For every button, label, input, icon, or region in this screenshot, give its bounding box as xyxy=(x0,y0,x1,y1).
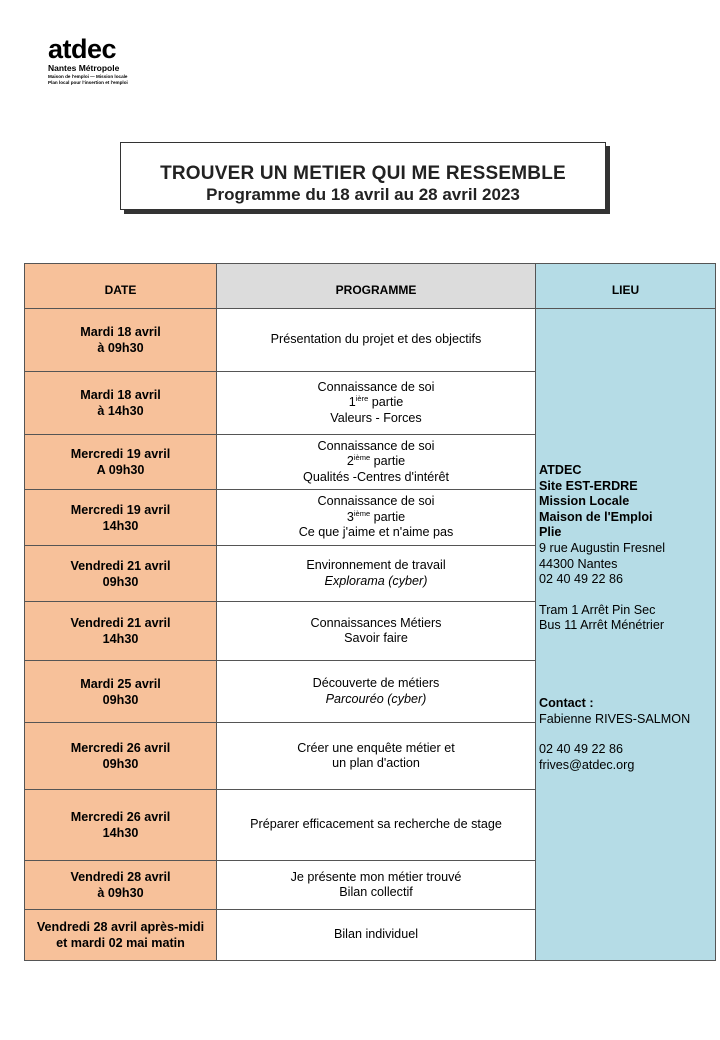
time-line: et mardi 02 mai matin xyxy=(56,936,185,950)
time-line: 09h30 xyxy=(102,757,139,771)
time-line: 14h30 xyxy=(102,826,139,840)
programme-line: Bilan collectif xyxy=(339,885,413,899)
lieu-phone: 02 40 49 22 86 xyxy=(539,572,624,587)
programme-line: $1^{ière}$ partie xyxy=(348,394,404,410)
row-date xyxy=(25,723,217,790)
row-date xyxy=(25,861,217,910)
programme-line: Qualités -Centres d'intérêt xyxy=(303,469,449,484)
programme-line: Savoir faire xyxy=(344,631,408,645)
row-programme xyxy=(217,723,536,790)
logo-tagline-1: Maison de l'emploi — Mission locale xyxy=(48,74,128,79)
time-line: 14h30 xyxy=(102,518,139,533)
row-programme xyxy=(217,910,536,961)
programme-line: Connaissances Métiers xyxy=(310,615,442,630)
header-row xyxy=(25,264,716,309)
programme-line: Connaissance de soi xyxy=(317,379,435,394)
row-programme xyxy=(217,546,536,602)
logo-subtitle: Nantes Métropole xyxy=(48,63,120,73)
lieu-bus: Bus 11 Arrêt Ménétrier xyxy=(539,618,665,633)
schedule-table xyxy=(24,263,716,961)
date-line: Mardi 18 avril xyxy=(80,325,161,339)
header-lieu: LIEU xyxy=(536,264,716,309)
programme-line: Présentation du projet et des objectifs xyxy=(270,332,482,347)
row-date xyxy=(25,309,217,372)
page-subtitle: Programme du 18 avril au 28 avril 2023 xyxy=(206,185,520,204)
lieu-site: Site EST-ERDRE xyxy=(539,478,638,493)
title-box xyxy=(120,142,606,210)
row-date xyxy=(25,435,217,490)
lieu-tram: Tram 1 Arrêt Pin Sec xyxy=(539,602,656,617)
lieu-mission: Mission Locale xyxy=(539,494,630,509)
row-programme xyxy=(217,602,536,661)
time-line: à 09h30 xyxy=(97,886,144,900)
programme-line: 2ième partie xyxy=(346,453,406,469)
date-line: Mardi 18 avril xyxy=(80,388,161,402)
date-line: Vendredi 21 avril xyxy=(70,616,171,630)
contact-email[interactable]: frives@atdec.org xyxy=(539,757,635,772)
programme-line: Je présente mon métier trouvé xyxy=(290,869,462,884)
programme-line: Connaissance de soi xyxy=(317,438,435,453)
logo xyxy=(48,36,208,85)
time-line: 09h30 xyxy=(102,692,139,707)
programme-line: Explorama (cyber) xyxy=(324,573,428,588)
header-programme: PROGRAMME xyxy=(217,264,536,309)
lieu-address-1: 9 rue Augustin Fresnel xyxy=(539,540,666,555)
row-date xyxy=(25,602,217,661)
lieu-plie: Plie xyxy=(539,525,562,540)
programme-line: Ce que j'aime et n'aime pas xyxy=(298,525,454,540)
row-programme xyxy=(217,372,536,435)
programme-line: Connaissance de soi xyxy=(317,494,435,509)
row-programme xyxy=(217,861,536,910)
programme-line: un plan d'action xyxy=(332,756,420,770)
lieu-org: ATDEC xyxy=(539,463,582,477)
date-line: Vendredi 28 avril xyxy=(70,870,171,884)
row-date xyxy=(25,372,217,435)
date-line: Mardi 25 avril xyxy=(80,676,161,691)
date-line: Mercredi 19 avril xyxy=(70,502,171,517)
row-programme xyxy=(217,309,536,372)
logo-tagline-2: Plan local pour l'insertion et l'emploi xyxy=(48,79,128,85)
time-line: 09h30 xyxy=(102,574,139,589)
row-date xyxy=(25,790,217,861)
programme-line: Préparer efficacement sa recherche de stage xyxy=(250,817,502,832)
programme-line: Environnement de travail xyxy=(306,558,446,572)
programme-line: Parcouréo (cyber) xyxy=(325,691,427,706)
row-date xyxy=(25,546,217,602)
contact-name: Fabienne RIVES-SALMON xyxy=(539,711,691,726)
logo-name: atdec xyxy=(48,34,117,64)
table-row xyxy=(25,309,716,372)
programme-line: Découverte de métiers xyxy=(312,676,440,690)
programme-line: Créer une enquête métier et xyxy=(297,740,455,755)
lieu-address-2: 44300 Nantes xyxy=(539,556,618,571)
date-line: Mercredi 26 avril xyxy=(70,741,171,755)
programme-line: Bilan individuel xyxy=(333,927,418,942)
page-title: TROUVER UN METIER QUI ME RESSEMBLE xyxy=(160,163,566,184)
row-programme xyxy=(217,790,536,861)
time-line: à 09h30 xyxy=(97,341,144,355)
lieu-maison: Maison de l'Emploi xyxy=(539,509,653,524)
time-line: 14h30 xyxy=(102,632,139,646)
row-date xyxy=(25,661,217,723)
time-line: à 14h30 xyxy=(97,404,144,418)
row-programme xyxy=(217,435,536,490)
row-date xyxy=(25,910,217,961)
row-programme xyxy=(217,661,536,723)
lieu-cell xyxy=(536,309,716,961)
row-date xyxy=(25,490,217,546)
time-line: A 09h30 xyxy=(96,463,145,477)
date-line: Mercredi 26 avril xyxy=(70,810,171,824)
contact-label: Contact : xyxy=(539,695,594,710)
date-line: Vendredi 28 avril après-midi xyxy=(36,920,205,934)
date-line: Mercredi 19 avril xyxy=(70,447,171,461)
contact-phone: 02 40 49 22 86 xyxy=(539,742,624,757)
header-date: DATE xyxy=(25,264,217,309)
date-line: Vendredi 21 avril xyxy=(70,558,171,573)
programme-line: Valeurs - Forces xyxy=(330,410,422,425)
row-programme xyxy=(217,490,536,546)
programme-line: 3ième partie xyxy=(346,508,406,524)
